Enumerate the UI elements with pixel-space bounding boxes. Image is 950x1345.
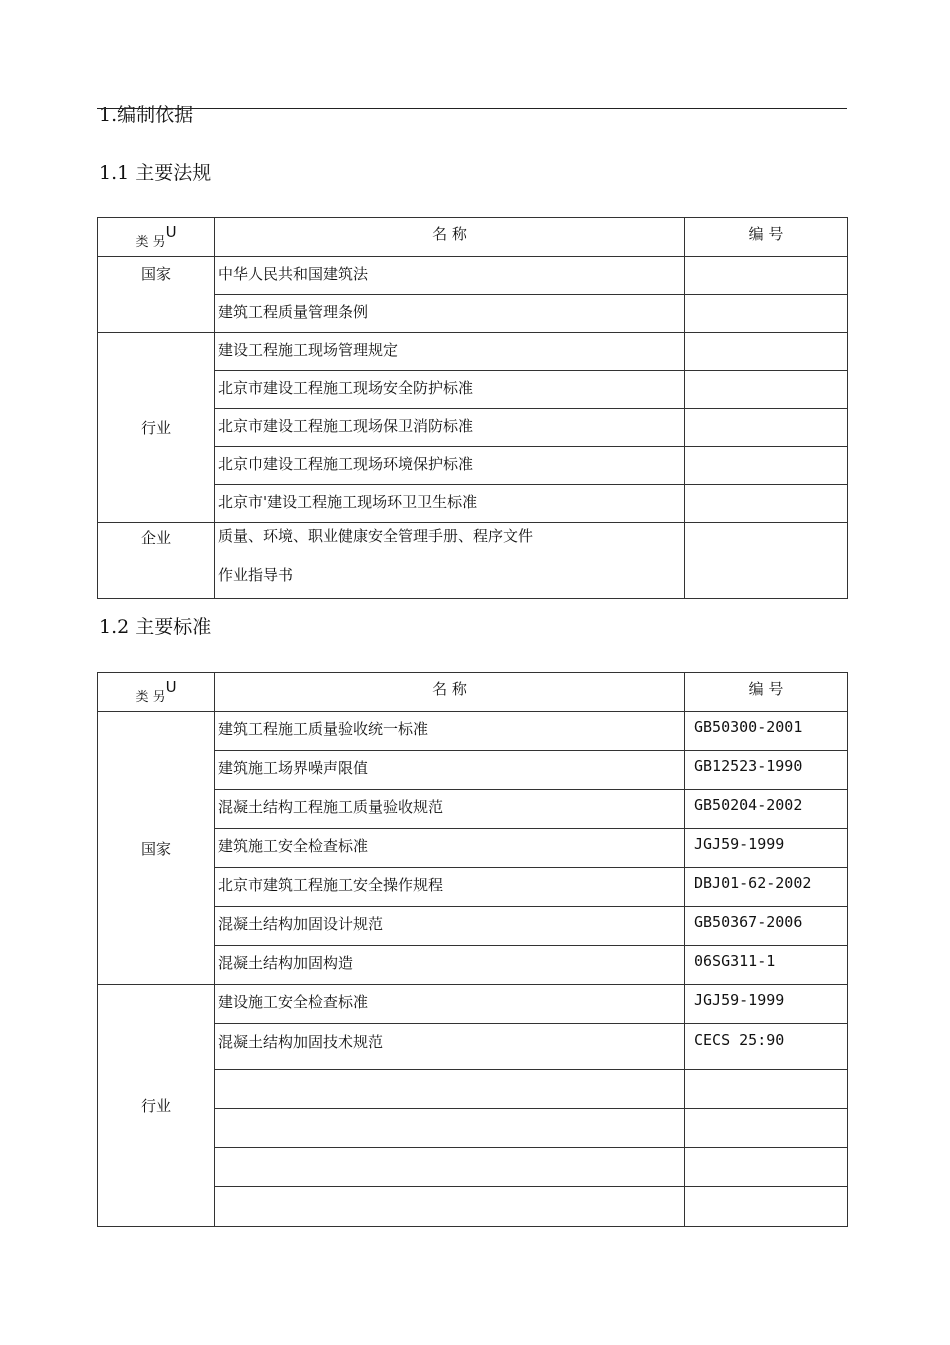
header-code: 编 号 [685,673,848,712]
standard-name: 建设施工安全检查标准 [215,985,685,1024]
standard-code: GB12523-1990 [685,751,848,790]
table-header-row [98,218,848,257]
document-heading: 1.编制依据 [99,104,194,126]
header-name: 名 称 [215,673,685,712]
header-name: 名 称 [215,218,685,257]
regulation-name: 建设工程施工现场管理规定 [215,333,685,371]
standard-code: JGJ59-1999 [685,829,848,868]
regulation-code [685,295,848,333]
table-header-row [98,673,848,712]
standard-name: 混凝土结构加固技术规范 [215,1024,685,1070]
regulation-name: 北京市'建设工程施工现场环卫卫生标准 [215,485,685,523]
regulation-name-line1: 质量、环境、职业健康安全管理手册、程序文件 [218,527,534,545]
standard-name [215,1187,685,1227]
table-row [98,333,848,371]
standard-code: GB50367-2006 [685,907,848,946]
regulation-code [685,447,848,485]
standard-name: 建筑施工安全检查标准 [215,829,685,868]
section-title-regulations: 1.1 主要法规 [99,162,212,184]
standard-name: 建筑施工场界噪声限值 [215,751,685,790]
standard-code: DBJ01-62-2002 [685,868,848,907]
standard-code [685,1070,848,1109]
standard-name: 北京市建筑工程施工安全操作规程 [215,868,685,907]
regulation-name: 北京巾建设工程施工现场环境保护标准 [215,447,685,485]
regulation-name: 北京市建设工程施工现场保卫消防标准 [215,409,685,447]
category-cell: 国家 [98,712,215,985]
regulation-code [685,333,848,371]
regulation-name [215,523,685,599]
standard-code [685,1109,848,1148]
category-cell: 企业 [98,523,215,599]
category-cell: 国家 [98,257,215,333]
category-cell: 行业 [98,333,215,523]
standard-name [215,1109,685,1148]
regulation-code [685,409,848,447]
standard-code: GB50300-2001 [685,712,848,751]
standard-name: 建筑工程施工质量验收统一标准 [215,712,685,751]
regulations-table [97,217,848,599]
section-title-standards: 1.2 主要标准 [99,616,212,638]
header-category: 类 另U [98,218,215,257]
header-category: 类 另U [98,673,215,712]
regulation-name-line2: 作业指导书 [218,566,294,584]
standard-code: JGJ59-1999 [685,985,848,1024]
standards-table [97,672,848,1227]
standard-code [685,1148,848,1187]
standard-name [215,1148,685,1187]
regulation-code [685,485,848,523]
standard-name: 混凝土结构工程施工质量验收规范 [215,790,685,829]
regulation-name: 北京市建设工程施工现场安全防护标准 [215,371,685,409]
regulation-code [685,257,848,295]
regulation-code [685,523,848,599]
regulation-code [685,371,848,409]
table-row [98,523,848,599]
regulation-name: 建筑工程质量管理条例 [215,295,685,333]
standard-code: 06SG311-1 [685,946,848,985]
table-row [98,257,848,295]
standard-code: CECS 25:90 [685,1024,848,1070]
standard-code [685,1187,848,1227]
standard-name: 混凝土结构加固设计规范 [215,907,685,946]
table-row [98,985,848,1024]
category-cell: 行业 [98,985,215,1227]
standard-name [215,1070,685,1109]
table-row [98,712,848,751]
standard-code: GB50204-2002 [685,790,848,829]
header-rule [97,108,847,109]
standard-name: 混凝土结构加固构造 [215,946,685,985]
header-code: 编 号 [685,218,848,257]
regulation-name: 中华人民共和国建筑法 [215,257,685,295]
